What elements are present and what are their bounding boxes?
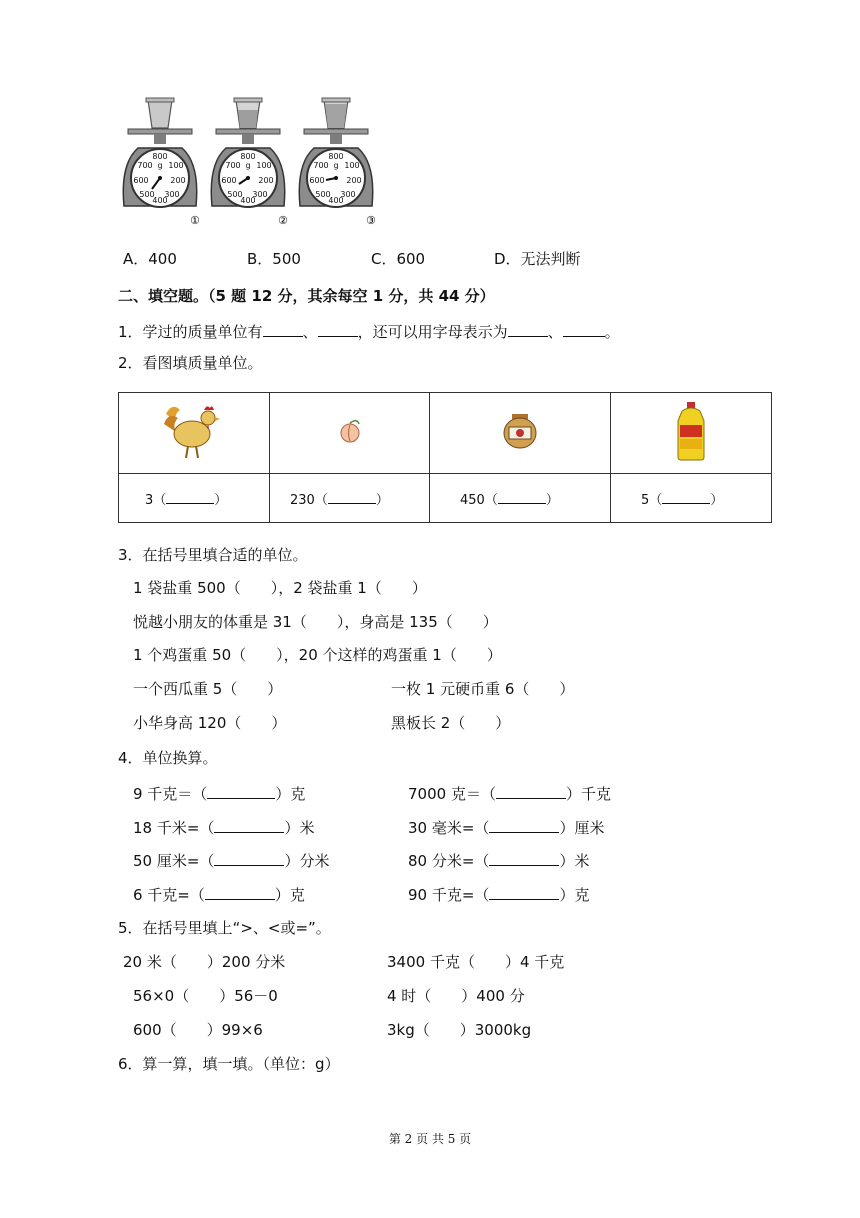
scale-number: ③ <box>366 214 376 227</box>
cell-rooster <box>119 393 270 474</box>
conversion-item: 18 千米=（ ）米 <box>133 816 314 838</box>
peach-icon <box>335 418 365 444</box>
dial-label: 400 <box>152 196 168 205</box>
q1-end: 。 <box>604 323 620 341</box>
conversion-item: 30 毫米=（ ）厘米 <box>408 816 604 838</box>
choice-b[interactable]: B．500 <box>247 250 301 268</box>
cell-jar <box>430 393 611 474</box>
dial-label: 700 <box>137 161 153 170</box>
page-footer: 第 2 页 共 5 页 <box>388 1132 472 1146</box>
q1-blank-1[interactable] <box>263 320 303 337</box>
unit-blank[interactable] <box>662 490 710 504</box>
conversion-item: 80 分米=（ ）米 <box>408 849 589 871</box>
dial-label: 800 <box>240 152 256 161</box>
conversion-item: 90 千克=（ ）克 <box>408 883 589 905</box>
dial-label: 400 <box>328 196 344 205</box>
q3-line-4b[interactable]: 一枚 1 元硬币重 6（ ） <box>391 680 575 698</box>
dial-label: 400 <box>240 196 256 205</box>
q1-sep: 、 <box>302 323 318 341</box>
question-4-title: 4．单位换算。 <box>118 749 218 767</box>
dial-label: 300 <box>252 190 268 199</box>
dial-label: 100 <box>256 161 272 170</box>
scale-number: ① <box>190 214 200 227</box>
compare-item[interactable]: 20 米（ ）200 分米 <box>123 953 286 971</box>
q1-blank-2[interactable] <box>318 320 358 337</box>
q1-blank-4[interactable] <box>563 320 605 337</box>
jar-icon <box>500 412 540 450</box>
q3-line-4a[interactable]: 一个西瓜重 5（ ） <box>133 680 283 698</box>
q3-line-1[interactable]: 1 袋盐重 500（ ），2 袋盐重 1（ ） <box>133 579 427 597</box>
compare-item[interactable]: 4 时（ ）400 分 <box>387 987 525 1005</box>
q3-line-2[interactable]: 悦越小朋友的体重是 31（ ），身高是 135（ ） <box>133 613 498 631</box>
choice-d[interactable]: D．无法判断 <box>494 250 581 268</box>
answer-cell-jar: 450（ ） <box>430 474 611 523</box>
q3-line-5a[interactable]: 小华身高 120（ ） <box>133 714 287 732</box>
dial-unit: g <box>333 161 339 170</box>
unit-blank[interactable] <box>498 490 546 504</box>
conversion-blank[interactable] <box>214 849 284 866</box>
compare-item[interactable]: 56×0（ ）56－0 <box>133 987 278 1005</box>
question-5-title: 5．在括号里填上“>、<或=”。 <box>118 919 331 937</box>
weight-table <box>118 392 772 523</box>
conversion-blank[interactable] <box>489 849 559 866</box>
dial-label: 800 <box>152 152 168 161</box>
scale-number: ② <box>278 214 288 227</box>
scale-2 <box>206 96 288 228</box>
cell-peach <box>270 393 430 474</box>
q3-line-5b[interactable]: 黑板长 2（ ） <box>391 714 511 732</box>
conversion-blank[interactable] <box>489 816 559 833</box>
scale-1 <box>118 96 200 228</box>
dial-label: 100 <box>344 161 360 170</box>
q1-blank-3[interactable] <box>508 320 548 337</box>
scale-3 <box>294 96 376 228</box>
rooster-icon <box>162 400 226 462</box>
q1-sep: 、 <box>547 323 563 341</box>
dial-label: 800 <box>328 152 344 161</box>
cell-oil-bottle <box>611 393 772 474</box>
dial-label: 500 <box>315 190 331 199</box>
conversion-blank[interactable] <box>496 782 566 799</box>
dial-label: 600 <box>133 176 149 185</box>
dial-label: 600 <box>309 176 325 185</box>
choice-a[interactable]: A．400 <box>123 250 177 268</box>
question-1 <box>118 320 620 342</box>
q1-text-a: 1．学过的质量单位有 <box>118 323 263 341</box>
compare-item[interactable]: 3400 千克（ ）4 千克 <box>387 953 565 971</box>
section-title: 二、填空题。（5 题 12 分，其余每空 1 分，共 44 分） <box>118 287 495 305</box>
conversion-blank[interactable] <box>214 816 284 833</box>
q3-line-3[interactable]: 1 个鸡蛋重 50（ ），20 个这样的鸡蛋重 1（ ） <box>133 646 502 664</box>
conversion-item: 7000 克＝（ ）千克 <box>408 782 611 804</box>
compare-item[interactable]: 600（ ）99×6 <box>133 1021 263 1039</box>
conversion-item: 6 千克=（ ）克 <box>133 883 305 905</box>
conversion-blank[interactable] <box>205 883 275 900</box>
question-6-title: 6．算一算，填一填。（单位：g） <box>118 1055 340 1073</box>
dial-unit: g <box>245 161 251 170</box>
compare-item[interactable]: 3kg（ ）3000kg <box>387 1021 532 1039</box>
conversion-blank[interactable] <box>489 883 559 900</box>
dial-label: 700 <box>313 161 329 170</box>
dial-label: 500 <box>139 190 155 199</box>
dial-label: 100 <box>168 161 184 170</box>
question-3-title: 3．在括号里填合适的单位。 <box>118 546 308 564</box>
dial-label: 300 <box>340 190 356 199</box>
question-2-title: 2．看图填质量单位。 <box>118 354 263 372</box>
answer-cell-rooster: 3（ ） <box>119 474 270 523</box>
answer-cell-peach: 230（ ） <box>270 474 430 523</box>
answer-cell-oil-bottle: 5（ ） <box>611 474 772 523</box>
dial-label: 200 <box>258 176 274 185</box>
dial-label: 300 <box>164 190 180 199</box>
conversion-item: 9 千克＝（ ）克 <box>133 782 305 804</box>
q1-text-b: ，还可以用字母表示为 <box>357 323 508 341</box>
unit-blank[interactable] <box>328 490 376 504</box>
conversion-item: 50 厘米=（ ）分米 <box>133 849 329 871</box>
dial-label: 700 <box>225 161 241 170</box>
oil-bottle-icon <box>674 401 708 461</box>
dial-label: 600 <box>221 176 237 185</box>
dial-label: 500 <box>227 190 243 199</box>
conversion-blank[interactable] <box>207 782 275 799</box>
dial-label: 200 <box>170 176 186 185</box>
unit-blank[interactable] <box>166 490 214 504</box>
choice-c[interactable]: C．600 <box>371 250 426 268</box>
dial-unit: g <box>157 161 163 170</box>
dial-label: 200 <box>346 176 362 185</box>
